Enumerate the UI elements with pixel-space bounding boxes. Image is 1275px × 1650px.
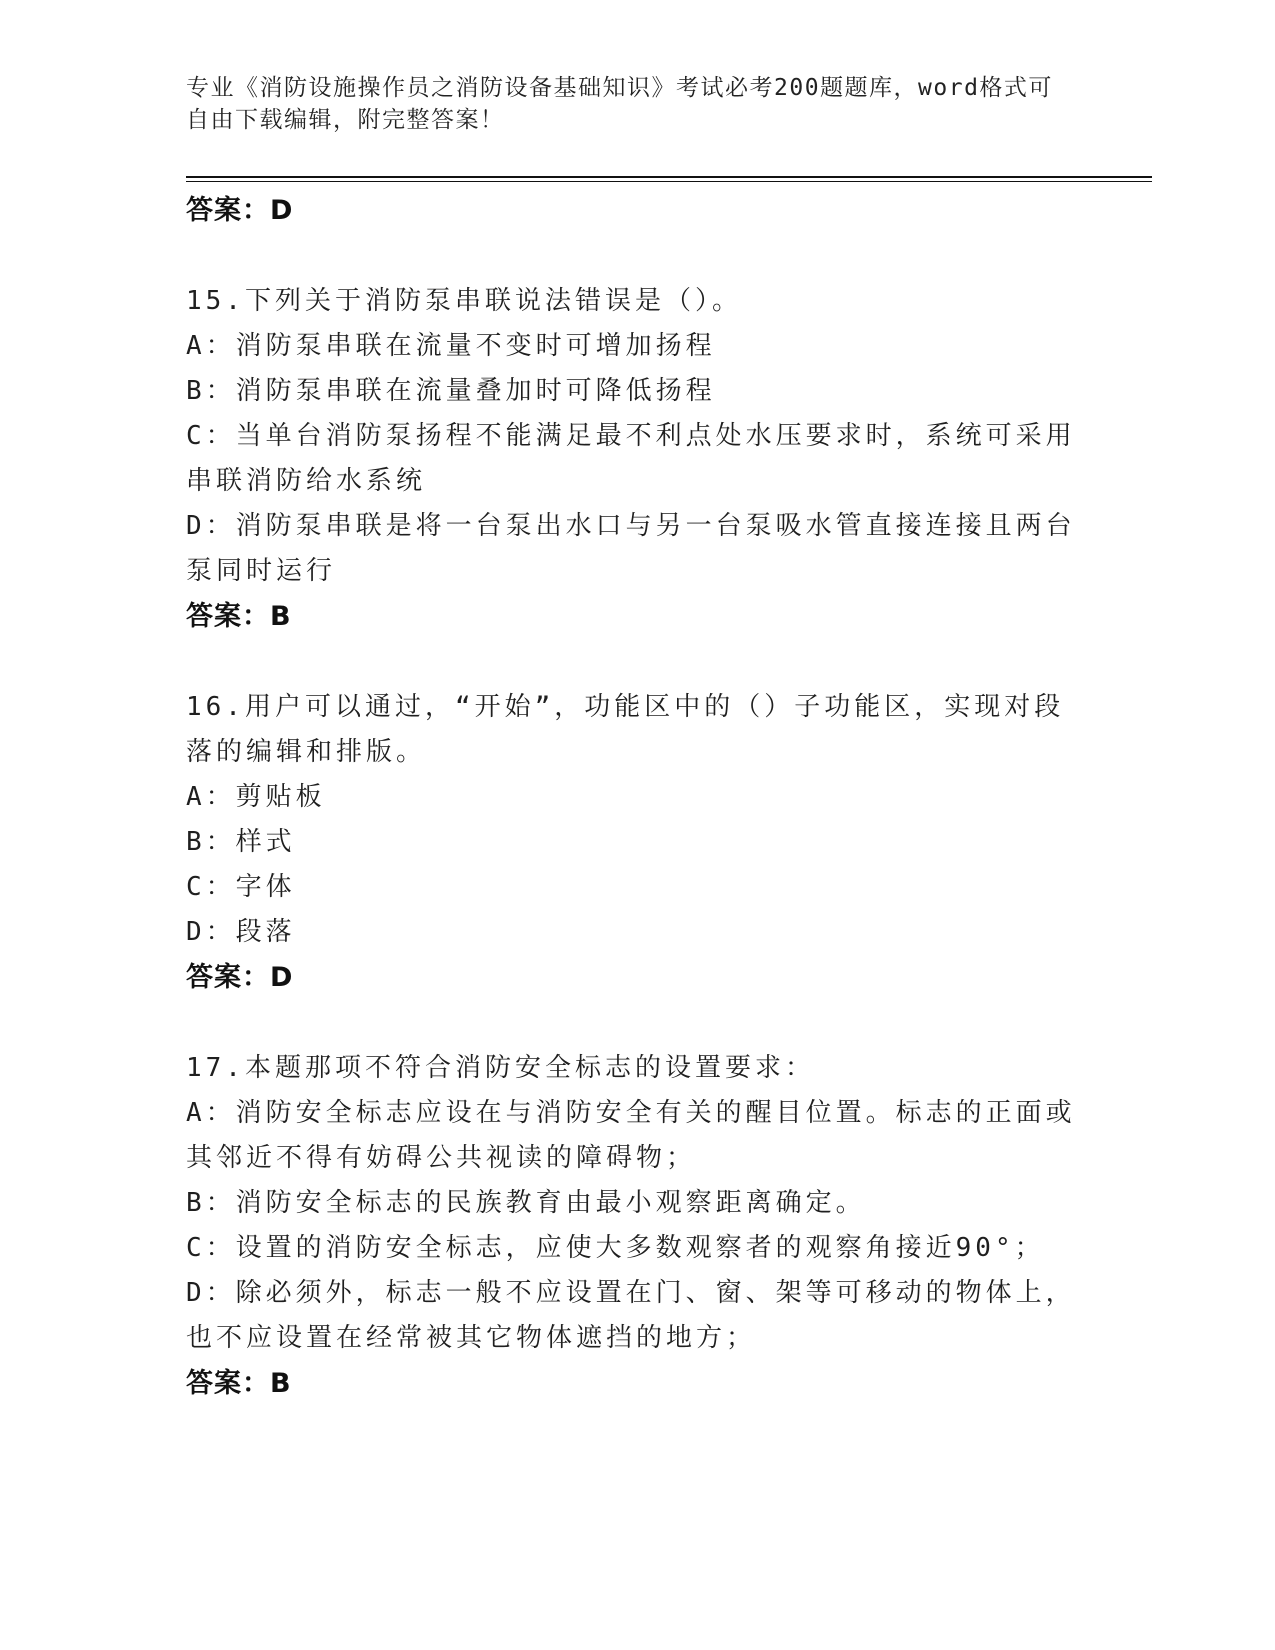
- option-d: D：段落: [186, 917, 296, 947]
- option-a: A：消防泵串联在流量不变时可增加扬程: [186, 331, 716, 361]
- question-15: [186, 279, 1086, 639]
- option-d: D：除必须外，标志一般不应设置在门、窗、架等可移动的物体上，也不应设置在经常被其它物体遮挡的地方；: [186, 1278, 1076, 1353]
- option-c: C：当单台消防泵扬程不能满足最不利点处水压要求时，系统可采用串联消防给水系统: [186, 421, 1076, 496]
- question-stem: 17.本题那项不符合消防安全标志的设置要求：: [186, 1053, 815, 1083]
- option-a: A：消防安全标志应设在与消防安全有关的醒目位置。标志的正面或其邻近不得有妨碍公共视读的障碍物；: [186, 1098, 1076, 1173]
- option-c: C：设置的消防安全标志，应使大多数观察者的观察角接近90°；: [186, 1233, 1045, 1263]
- header-line-2: 自由下载编辑，附完整答案！: [186, 107, 505, 133]
- option-a: A：剪贴板: [186, 782, 326, 812]
- option-c: C：字体: [186, 872, 296, 902]
- header-line-1: 专业《消防设施操作员之消防设备基础知识》考试必考200题题库，word格式可: [186, 75, 1053, 101]
- document-body: [186, 188, 1086, 1406]
- option-d: D：消防泵串联是将一台泵出水口与另一台泵吸水管直接连接且两台泵同时运行: [186, 511, 1076, 586]
- question-16: [186, 685, 1086, 1000]
- option-b: B：样式: [186, 827, 296, 857]
- question-17: [186, 1046, 1086, 1406]
- document-header: [186, 72, 1066, 136]
- question-answer: 答案：D: [186, 962, 294, 993]
- question-stem: 16.用户可以通过，“开始”，功能区中的（）子功能区，实现对段落的编辑和排版。: [186, 692, 1065, 767]
- option-b: B：消防安全标志的民族教育由最小观察距离确定。: [186, 1188, 866, 1218]
- previous-answer: 答案：D: [186, 195, 294, 226]
- question-answer: 答案：B: [186, 1368, 292, 1399]
- option-b: B：消防泵串联在流量叠加时可降低扬程: [186, 376, 716, 406]
- header-divider: [186, 176, 1152, 182]
- question-answer: 答案：B: [186, 601, 292, 632]
- question-stem: 15.下列关于消防泵串联说法错误是（）。: [186, 286, 742, 316]
